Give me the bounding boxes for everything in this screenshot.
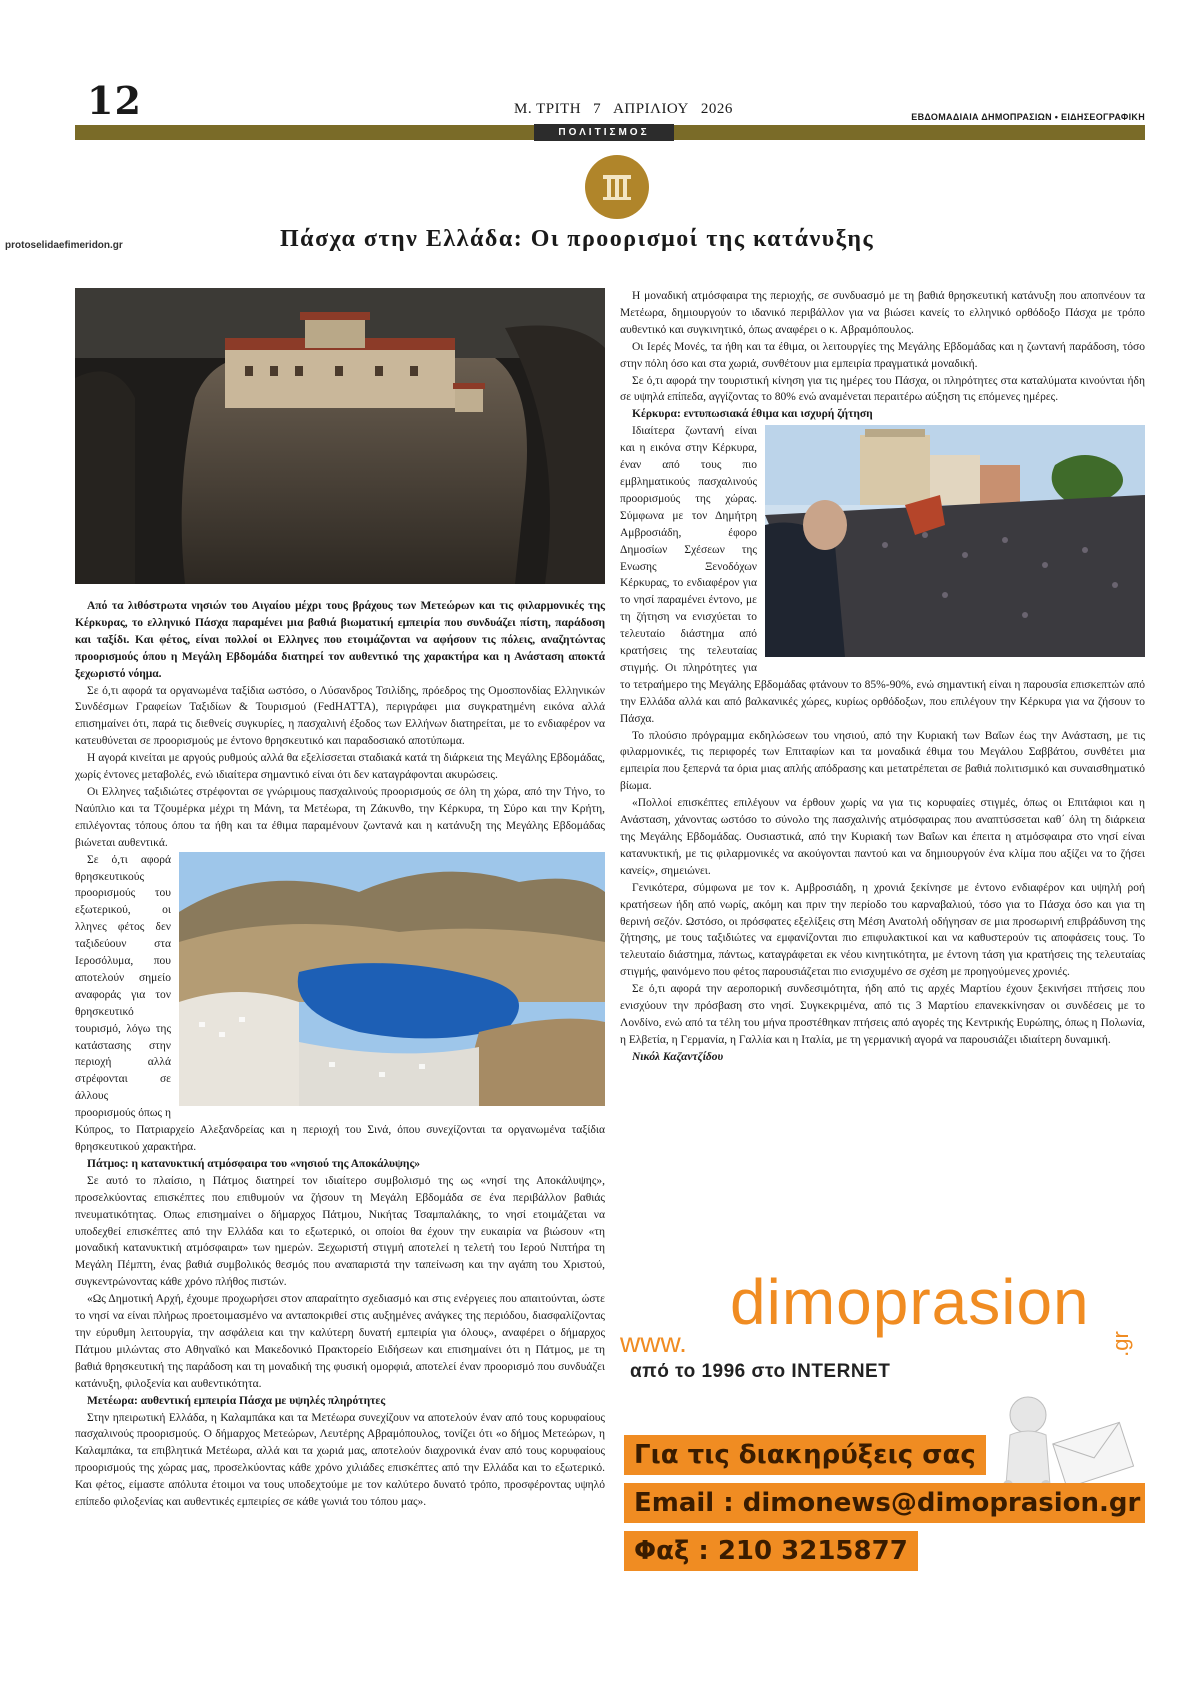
section-label: ΠΟΛΙΤΙΣΜΟΣ xyxy=(534,124,674,141)
issue-weekday: Μ. ΤΡΙΤΗ xyxy=(514,101,582,117)
corfu-paragraph-3: «Πολλοί επισκέπτες επιλέγουν να έρθουν χωρίς να για τις κορυφαίες στιγμές, όπως οι Επιτάφιοι και η Ανάσταση, χάνοντας ωστόσο το σύνολο της πασχαλινής ατμόσφαιρας που αναπτύσσεται καθ΄ όλη τη διάρκεια της Μεγάλης Εβδομάδας. Ουσιαστικά, από την Κυριακή των Βαΐων και έπειτα η ατμόσφαιρα στο νησί είναι κατανυκτική, με τις φιλαρμονικές να ακούγονται παντού και να δημιουργούν ένα κλίμα που αξίζει να το ζήσει κανείς», σημειώνει. xyxy=(620,797,1145,877)
ad-www: www. xyxy=(620,1327,687,1358)
column-icon xyxy=(585,155,649,219)
corfu-heading: Κέρκυρα: εντυπωσιακά έθιμα και ισχυρή ζήτηση xyxy=(632,408,873,421)
corfu-paragraph-5: Σε ό,τι αφορά την αεροπορική συνδεσιμότητα, ήδη από τις αρχές Μαρτίου έχουν ξεκινήσει πτήσεις που ενισχύουν την πρόσβαση στο νησί. Συγκεκριμένα, από τις 3 Μαρτίου επανεκκίνησαν οι συνδέσεις με το Λονδίνο, ενώ από τα τέλη του μήνα προστέθηκαν πτήσεις από αγορές της Κεντρικής Ευρώπης, όπως η Πολωνία, η Ελβετία, η Γερμανία, η Γαλλία και η Ιταλία, με τη γερμανική αγορά να παρουσιάζει ιδιαίτερη δυναμική. xyxy=(620,983,1145,1046)
site-watermark: protoselidaefimeridon.gr xyxy=(5,240,123,251)
ad-tagline: Για τις διακηρύξεις σας xyxy=(624,1435,986,1475)
left-paragraph-2: Η αγορά κινείται με αργούς ρυθμούς αλλά θα εξελίσσεται σταδιακά κατά τη διάρκεια της Μεγάλης Εβδομάδας, χωρίς έντονες μεταβολές, ενώ ιδιαίτερα σημαντικό είναι ότι δεν καταγράφονται ακυρώσεις. xyxy=(75,752,605,782)
ad-fax: Φαξ : 210 3215877 xyxy=(624,1531,918,1571)
article-lead: Από τα λιθόστρωτα νησιών του Αιγαίου μέχρι τους βράχους των Μετεώρων και τις φιλαρμονικές της Κέρκυρας, το ελληνικό Πάσχα παραμένει μια βαθιά βιωματική εμπειρία που συνδυάζει πίστη, παράδοση και ταξίδι. Και φέτος, είναι πολλοί οι Ελληνες που ετοιμάζονται να αφήσουν τις πόλεις, αναζητώντας προορισμούς όπου η Μεγάλη Εβδομάδα διατηρεί τον αυθεντικό της χαρακτήρα και η Ανάσταση αποκτά ξεχωριστό νόημα. xyxy=(75,600,605,680)
dimoprasion-ad[interactable] xyxy=(620,1265,1145,1605)
meteora-paragraph-2: Η μοναδική ατμόσφαιρα της περιοχής, σε συνδυασμό με τη βαθιά θρησκευτική κατάνυξη που αποπνέουν τα Μετέωρα, δημιουργούν το ιδανικό περιβάλλον για να βιώσει κανείς το ελληνικό ορθόδοξο Πάσχα με τρόπο αυθεντικό και συγκινητικό, όπως αναφέρει ο κ. Αβραμόπουλος. xyxy=(620,290,1145,336)
issue-date xyxy=(514,101,745,118)
corfu-paragraph-4: Γενικότερα, σύμφωνα με τον κ. Αμβροσιάδη, η χρονιά ξεκίνησε με έντονο ενδιαφέρον και υψηλή ροή κρατήσεων ήδη από νωρίς, ακόμη και πριν την περίοδο του καρναβαλιού, τόσο για το Πάσχα όσο και για τη θερινή σεζόν. Ωστόσο, οι πρόσφατες εξελίξεις στη Μέση Ανατολή οδήγησαν σε μια προσωρινή επιβράδυνση της ζήτησης, με τους ταξιδιώτες να εμφανίζονται πιο επιφυλακτικοί και να καθυστερούν τις αποφάσεις τους. Το τελευταίο διάστημα, πάντως, καταγράφεται εκ νέου κινητικότητα, με έντονη τάση για κρατήσεις της τελευταίας στιγμής, φαινόμενο που φέτος παρουσιάζεται πιο ενισχυμένο σε σχέση με προηγούμενες χρονιές. xyxy=(620,881,1145,979)
issue-day: 7 xyxy=(593,101,602,117)
page-number: 12 xyxy=(87,78,142,123)
patmos-paragraph-1: Σε αυτό το πλαίσιο, η Πάτμος διατηρεί τον ιδιαίτερο συμβολισμό της ως «νησί της Αποκάλυψης», προσελκύοντας επισκέπτες που επιθυμούν να ζήσουν τη Μεγάλη Εβδομάδα σε ένα περιβάλλον βαθιάς πνευματικότητας. Οπως επισημαίνει ο δήμαρχος Πάτμου, Νικήτας Τσαμπαλάκης, το νησί ετοιμάζεται να υποδεχθεί επισκέπτες από την Ελλάδα και το εξωτερικό, οι οποίοι θα έχουν την ευκαιρία να βιώσουν «τη μοναδική κατανυκτική ατμόσφαιρα» των ημερών. Ξεχωριστή στιγμή αποτελεί η τελετή του Ιερού Νιπτήρα τη Μεγάλη Πέμπτη, ένας βαθιά συμβολικός θεσμός που αναπαριστά την ταπείνωση και την αγάπη του Χριστού, συγκεντρώνοντας κάθε χρόνο πλήθος πιστών. xyxy=(75,1174,605,1289)
right-column xyxy=(620,288,1145,1066)
left-paragraph-4: Σε ό,τι αφορά θρησκευτικούς προορισμούς του εξωτερικού, οι λληνες φέτος δεν ταξιδεύουν στα Ιεροσόλυμα, που αποτελούν σημείο αναφοράς για τον θρησκευτικό τουρισμό, λόγω της κατάστασης στην περιοχή αλλά στρέφονται σε άλλους προορισμούς όπως η Κύπρος, το Πατριαρχείο Αλεξανδρείας και η περιοχή του Σινά, όπου συνεχίζονται τα οργανωμένα ταξίδια θρησκευτικού χαρακτήρα. xyxy=(75,853,605,1153)
left-paragraph-1: Σε ό,τι αφορά τα οργανωμένα ταξίδια ωστόσο, ο Λύσανδρος Τσιλίδης, πρόεδρος της Ομοσπονδίας Ελληνικών Συνδέσμων Γραφείων Ταξιδίων & Τουρισμού (FedHATTA), περιγράφει μια συγκρατημένη εικόνα αλλά επισημαίνει ότι, παρά τις διεθνείς συγκυρίες, η πασχαλινή έξοδος των Ελλήνων διατηρείται, με το ενδιαφέρον να κατευθύνεται σε προορισμούς με έντονο θρησκευτικό και παραδοσιακό αποτύπωμα. xyxy=(75,684,605,748)
meteora-paragraph-3: Οι Ιερές Μονές, τα ήθη και τα έθιμα, οι λειτουργίες της Μεγάλης Εβδομάδας και η ζωντανή παράδοση, τόσο στην πόλη όσο και στα χωριά, συνθέτουν μια εμπειρία πραγματικά μοναδική. xyxy=(620,340,1145,370)
corfu-paragraph-2: Το πλούσιο πρόγραμμα εκδηλώσεων του νησιού, από την Κυριακή των Βαΐων έως την Ανάσταση, με τις φιλαρμονικές, τις περιφορές των Επιταφίων και τα μοναδικά έθιμα του Μεγάλου Σαββάτου, συνθέτει μια εμπειρία που ξεπερνά τα όρια μιας απλής απόδρασης και μετατρέπεται σε βαθιά πολιτισμικό και συναισθηματικό βίωμα. xyxy=(620,729,1145,793)
corfu-paragraph-1: Ιδιαίτερα ζωντανή είναι και η εικόνα στην Κέρκυρα, έναν από τους πιο εμβληματικούς πασχαλινούς προορισμούς της χώρας. Σύμφωνα με τον Δημήτρη Αμβροσιάδη, έφορο Δημοσίων Σχέσεων της Ενωσης Ξενοδόχων Κέρκυρας, το ενδιαφέρον για το νησί παραμένει έντονο, με τη ζήτηση να ενισχύεται το τελευταίο διάστημα από κρατήσεις της τελευταίας στιγμής. Οι πληρότητες για το τετραήμερο της Μεγάλης Εβδομάδας φτάνουν το 85%-90%, ενώ σημαντική είναι η παρουσία επισκεπτών από την Ελλάδα αλλά και από βαλκανικές χώρες, κυρίως ορθόδοξων, που επιλέγουν την Κέρκυρα για να ζήσουν το Πάσχα. xyxy=(620,425,1145,725)
patmos-paragraph-2: «Ως Δημοτική Αρχή, έχουμε προχωρήσει στον απαραίτητο σχεδιασμό και στις ενέργειες που απαιτούνται, ώστε το νησί να είναι πλήρως προετοιμασμένο να ανταποκριθεί στις αυξημένες ανάγκες της περιόδου, διασφαλίζοντας την εύρυθμη λειτουργία, την ασφάλεια και την καλύτερη δυνατή εμπειρία για όλους», αναφέρει ο δήμαρχος Πάτμου μιλώντας στο Αθηναϊκό και Μακεδονικό Πρακτορείο Ειδήσεων και επισημαίνει ότι η Πάτμος, με τη βαθιά θρησκευτική της παράδοση και τη μοναδική της φυσική ομορφιά, αποτελεί έναν προορισμό που συνδυάζει κατάνυξη, φιλοξενία και αυθεντικότητα. xyxy=(75,1293,605,1390)
meteora-heading: Μετέωρα: αυθεντική εμπειρία Πάσχα με υψηλές πληρότητες xyxy=(87,1394,386,1407)
left-paragraph-3: Οι Ελληνες ταξιδιώτες στρέφονται σε γνώριμους πασχαλινούς προορισμούς σε όλη τη χώρα, από την Τήνο, το Ναύπλιο και τα Τζουμέρκα μέχρι τη Μάνη, τα Μετέωρα, τη Ζάκυνθο, την Κέρκυρα, τη Σύρο και την Κρήτη, επιλέγοντας τόπους όπου τα ήθη και τα έθιμα παραμένουν ζωντανά και η κατάνυξη της Μεγάλης Εβδομάδας βιώνεται αυθεντικά. xyxy=(75,785,605,849)
issue-month: ΑΠΡΙΛΙΟΥ xyxy=(613,101,689,117)
patmos-photo xyxy=(179,852,605,1106)
author-byline: Νικόλ Καζαντζίδου xyxy=(632,1050,724,1063)
corfu-photo xyxy=(765,425,1145,657)
meteora-paragraph-1: Στην ηπειρωτική Ελλάδα, η Καλαμπάκα και τα Μετέωρα συνεχίζουν να αποτελούν έναν από τους κορυφαίους πασχαλινούς προορισμούς. Ο δήμαρχος Μετεώρων, Λευτέρης Αβραμόπουλος, τονίζει ότι «ο δήμος Μετεώρων, η Καλαμπάκα, τα επιβλητικά Μετέωρα, αλλά και τα χωριά μας, αποτελούν διαχρονικά έναν από τους κορυφαίους προορισμούς της χώρας μας, προσελκύοντας κάθε χρόνο χιλιάδες επισκέπτες από την Ελλάδα και το εξωτερικό. Και φέτος, είμαστε απόλυτα έτοιμοι να τους υποδεχτούμε με τον καλύτερο δυνατό τρόπο, προσφέροντας υψηλό επίπεδο φιλοξενίας και αυθεντικές εμπειρίες σε κάθε γωνιά του τόπου μας». xyxy=(75,1411,605,1509)
patmos-heading: Πάτμος: η κατανυκτική ατμόσφαιρα του «νησιού της Αποκάλυψης» xyxy=(87,1157,421,1170)
ad-brand: dimoprasion xyxy=(730,1266,1090,1338)
meteora-photo xyxy=(75,288,605,584)
masthead: ΕΒΔΟΜΑΔΙΑΙΑ ΔΗΜΟΠΡΑΣΙΩΝ • ΕΙΔΗΣΕΟΓΡΑΦΙΚΗ xyxy=(911,112,1145,122)
issue-year: 2026 xyxy=(700,101,733,117)
ad-tld: .gr xyxy=(1107,1331,1133,1357)
ad-since: από το 1996 στο INTERNET xyxy=(630,1361,891,1382)
ad-email[interactable]: Email : dimonews@dimoprasion.gr xyxy=(624,1483,1145,1523)
article-headline: Πάσχα στην Ελλάδα: Οι προορισμοί της κατάνυξης xyxy=(280,226,875,252)
left-column xyxy=(75,598,605,1511)
meteora-paragraph-4: Σε ό,τι αφορά την τουριστική κίνηση για τις ημέρες του Πάσχα, οι πληρότητες στα καταλύματα κινούνται ήδη σε υψηλά επίπεδα, αγγίζοντας το 80% ενώ αναμένεται περαιτέρω αύξηση τις επόμενες ημέρες. xyxy=(620,374,1145,404)
